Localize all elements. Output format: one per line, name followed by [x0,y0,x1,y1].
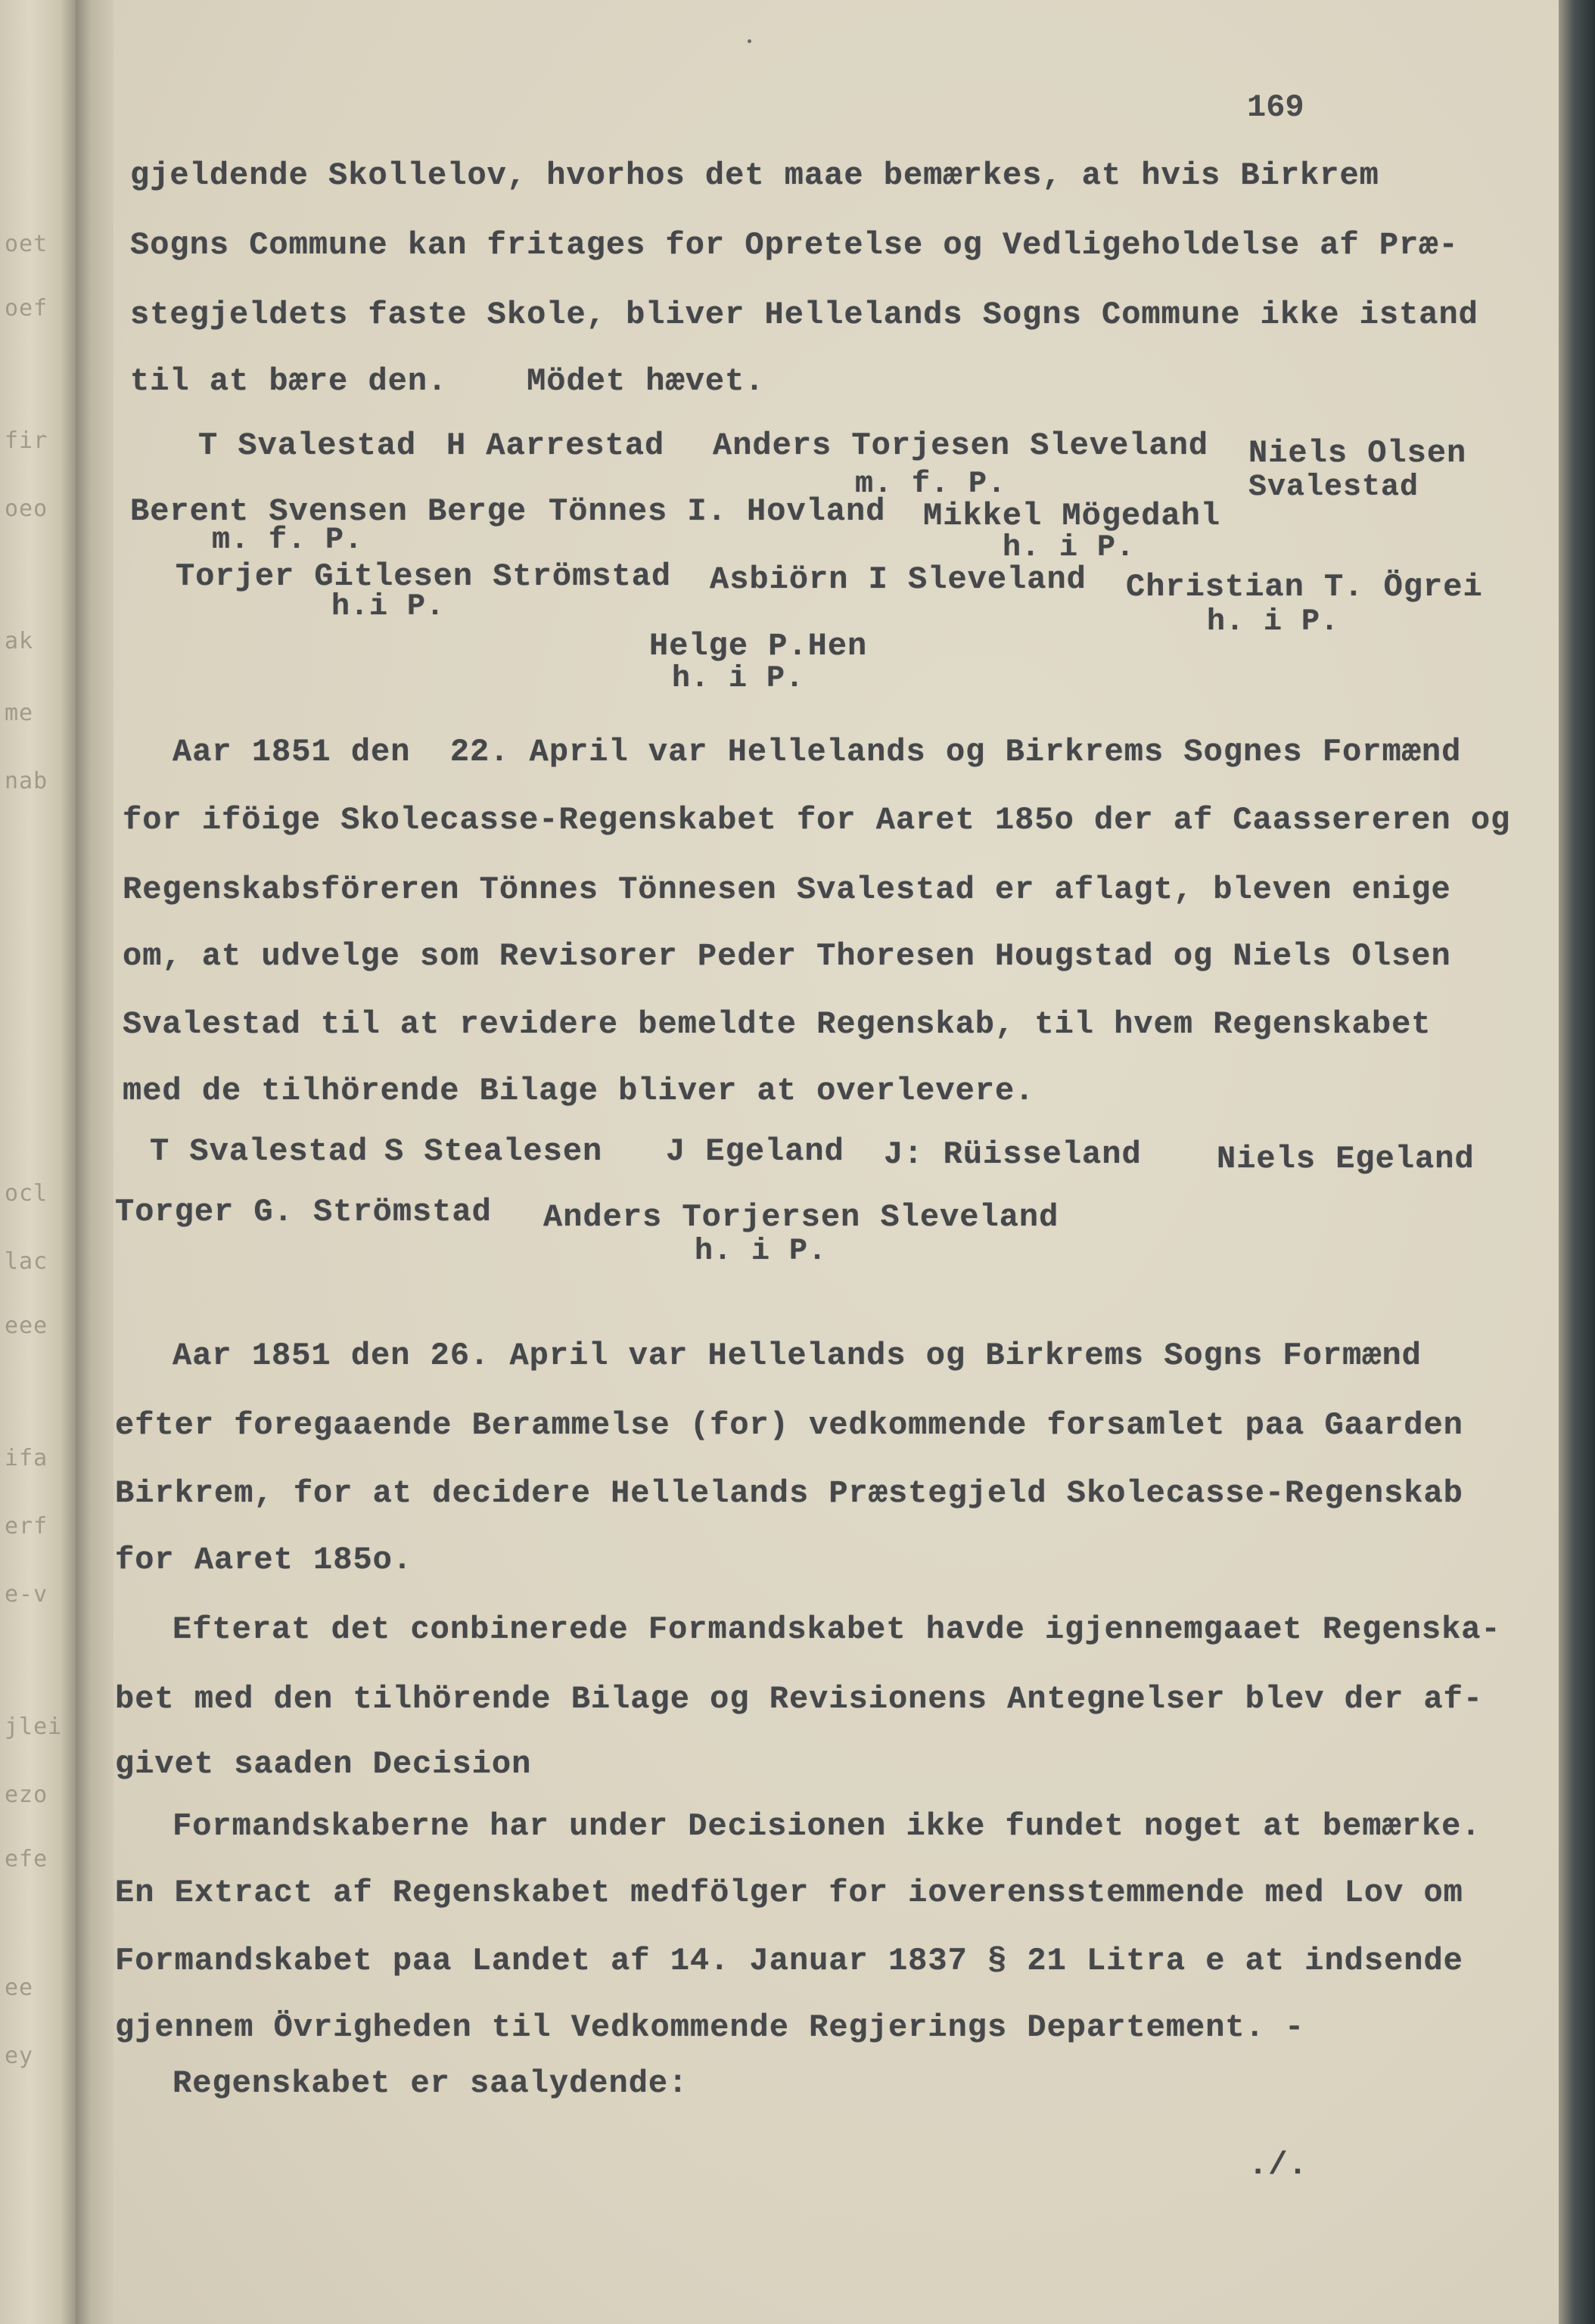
margin-fragment: lac [5,1248,48,1275]
margin-fragment: efe [5,1846,48,1872]
text-line: Efterat det conbinerede Formandskabet havde igjennemgaaet Regenska- [173,1611,1501,1648]
signature-note: m. f. P. [212,524,364,558]
signature: Torger G. Strömstad [115,1194,492,1230]
margin-fragment: ee [5,1974,34,2001]
signature: Niels Egeland [1217,1141,1475,1177]
signature: H Aarrestad [446,427,665,464]
signature-note: h. i P. [1207,605,1340,639]
signature: J Egeland [666,1133,844,1170]
signature: Svalestad [1248,471,1419,505]
margin-fragment: eee [5,1313,48,1339]
margin-fragment: oef [5,295,48,322]
signature: Asbiörn I Sleveland [710,561,1087,598]
margin-fragment: ey [5,2043,34,2069]
margin-fragment: fir [5,427,48,454]
signature: Anders Torjersen Sleveland [543,1199,1059,1235]
signature: Mikkel Mögedahl [923,498,1221,534]
text-line: for Aaret 185o. [115,1542,413,1578]
signature: Helge P.Hen [649,628,868,664]
margin-fragment: e-v [5,1581,48,1608]
text-line: Aar 1851 den 22. April var Hellelands og Birkrems Sognes Formænd [173,734,1462,770]
signature: Berent Svensen Berge [130,493,527,530]
signature-note: h. i P. [695,1235,828,1269]
signature-note: h. i P. [672,662,805,696]
margin-fragment: ak [5,628,34,654]
text-line: givet saaden Decision [115,1746,532,1782]
text-line: stegjeldets faste Skole, bliver Hellelands Sogns Commune ikke istand [130,297,1478,333]
text-line: gjeldende Skollelov, hvorhos det maae bemærkes, at hvis Birkrem [130,157,1379,194]
text-line: til at bære den. Mödet hævet. [130,363,765,399]
signature: T Svalestad [198,427,417,464]
margin-fragment: jlei [5,1713,63,1740]
text-line: Svalestad til at revidere bemeldte Regenskab, til hvem Regenskabet [123,1006,1432,1042]
text-line: Formandskabet paa Landet af 14. Januar 1837 § 21 Litra e at indsende [115,1943,1463,1979]
page-number: 169 [1247,89,1304,126]
signature: Torjer Gitlesen Strömstad [176,558,672,595]
margin-fragment: me [5,700,34,726]
margin-fragment: ocl [5,1180,48,1207]
text-line: med de tilhörende Bilage bliver at overlevere. [123,1073,1035,1109]
signature: S Stealesen [384,1133,603,1170]
previous-page-edge [0,0,76,2324]
signature: Tönnes I. Hovland [549,493,886,530]
signature: Christian T. Ögrei [1126,569,1483,605]
text-line: En Extract af Regenskabet medfölger for ioverensstemmende med Lov om [115,1875,1463,1911]
margin-fragment: erf [5,1513,48,1539]
text-line: Regenskabsföreren Tönnes Tönnesen Svalestad er aflagt, bleven enige [123,872,1451,908]
margin-fragment: oeo [5,496,48,522]
signature-note: h.i P. [331,590,446,624]
page-right-edge [1559,0,1595,2324]
signature-note: m. f. P. [855,468,1007,502]
text-line: efter foregaaende Berammelse (for) vedkommende forsamlet paa Gaarden [115,1407,1463,1443]
signature: Anders Torjesen Sleveland [713,427,1209,464]
paper-speck [748,39,751,43]
text-line: bet med den tilhörende Bilage og Revisionens Antegnelser blev der af- [115,1681,1484,1717]
text-line: Aar 1851 den 26. April var Hellelands og Birkrems Sogns Formænd [173,1338,1422,1374]
text-line: Formandskaberne har under Decisionen ikke fundet noget at bemærke. [173,1808,1482,1844]
signature-note: h. i P. [1003,531,1136,565]
margin-fragment: nab [5,768,48,794]
text-line: gjennem Övrigheden til Vedkommende Regjerings Departement. - [115,2009,1305,2046]
margin-fragment: oet [5,231,48,257]
text-line: Sogns Commune kan fritages for Opretelse og Vedligeholdelse af Præ- [130,227,1459,263]
signature: J: Rüisseland [884,1136,1142,1173]
text-line: Regenskabet er saalydende: [173,2065,689,2102]
continuation-mark: ./. [1248,2147,1308,2183]
text-line: for iföige Skolecasse-Regenskabet for Aaret 185o der af Caassereren og [123,802,1511,838]
margin-fragment: ezo [5,1782,48,1808]
signature: T Svalestad [150,1133,368,1170]
text-line: om, at udvelge som Revisorer Peder Thoresen Hougstad og Niels Olsen [123,938,1451,974]
signature: Niels Olsen [1248,435,1467,471]
margin-fragment: ifa [5,1445,48,1471]
text-line: Birkrem, for at decidere Hellelands Præstegjeld Skolecasse-Regenskab [115,1475,1463,1512]
